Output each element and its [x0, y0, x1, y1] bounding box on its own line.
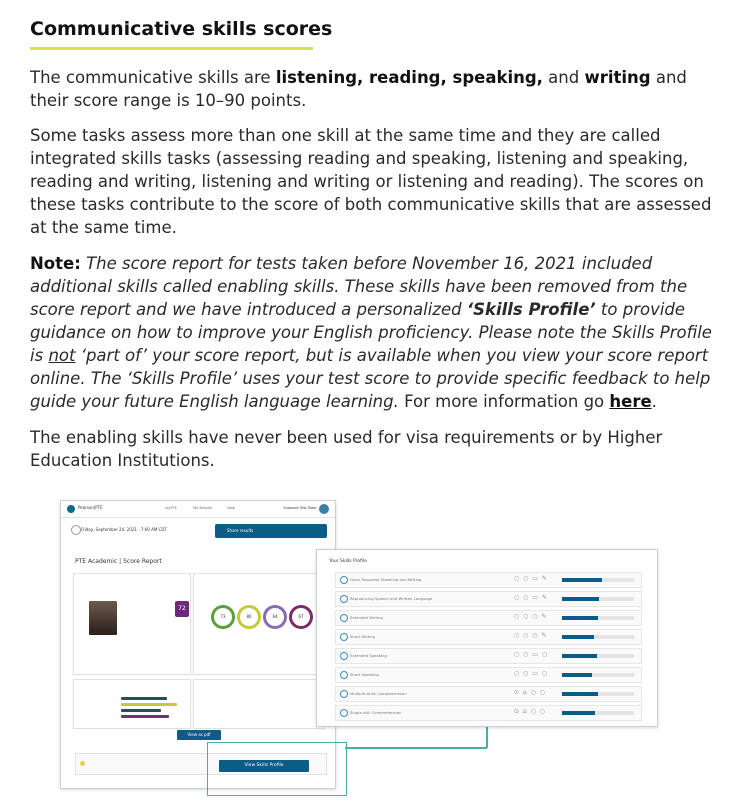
breakdown-bar [121, 697, 167, 700]
share-results-button[interactable]: Share results [215, 524, 327, 538]
skill-label: Open Response Speaking and Writing [350, 577, 422, 582]
skill-label: Extended Writing [350, 615, 383, 620]
skill-type-icons: ○ ○ ▭ ✎ [514, 575, 548, 582]
skill-label: Extended Speaking [350, 653, 387, 658]
skill-row[interactable] [335, 610, 642, 626]
view-as-pdf-button[interactable]: View as pdf [177, 730, 221, 740]
listening-score-ring: 73 [211, 605, 235, 629]
skill-bar-fill [562, 578, 602, 582]
skill-row[interactable] [335, 667, 642, 683]
skill-expand-icon[interactable] [340, 595, 348, 603]
skill-row[interactable] [335, 629, 642, 645]
nav-item[interactable]: My Activity [193, 506, 213, 510]
breakdown-bar [121, 709, 161, 712]
callout-highlight-box [207, 742, 347, 796]
paragraph-note [30, 252, 720, 413]
skill-expand-icon[interactable] [340, 576, 348, 584]
reading-score-ring: 80 [237, 605, 261, 629]
paragraph-communicative-skills [30, 66, 720, 112]
skill-expand-icon[interactable] [340, 690, 348, 698]
overall-score-badge: 72 [175, 601, 189, 617]
paragraph-integrated-skills: Some tasks assess more than one skill at the same time and they are called integrated skills tasks (assessing reading and speaking, listening and speaking, reading and writing, listening and writing or listening and reading). The scores on these tasks contribute to the score of both communicative skills that are assessed at the same time. [30, 126, 712, 237]
skill-label: Multiple-skills Comprehension [350, 691, 407, 696]
breakdown-bar [121, 715, 169, 718]
skill-expand-icon[interactable] [340, 652, 348, 660]
skill-type-icons: ○ ○ ▭ ○ [514, 670, 549, 677]
skill-bar-fill [562, 711, 595, 715]
note-not-underlined: not [48, 346, 76, 365]
skill-bar-fill [562, 673, 592, 677]
skill-row[interactable] [335, 705, 642, 721]
skill-row[interactable] [335, 572, 642, 588]
skill-label: Short Writing [350, 634, 375, 639]
logo-text: Pearson|PTE [78, 505, 103, 510]
info-icon [80, 761, 85, 766]
test-taker-photo [89, 601, 117, 635]
note-label: Note: [30, 254, 81, 273]
skill-type-icons: ⊙ ⌂ ○ ○ [514, 708, 547, 715]
skill-type-icons: ○ ○ ○ ✎ [514, 632, 548, 639]
skill-expand-icon[interactable] [340, 633, 348, 641]
writing-score-ring: 67 [289, 605, 313, 629]
view-skills-profile-button[interactable]: View Skills Profile [219, 760, 309, 772]
p1-bold-skills: listening, reading, speaking, [275, 68, 543, 87]
note-italic-3: ‘part of’ your score report, but is available when you view your score report online. The ‘Skills Profile’ uses your test score to provide specific feedback to help guide your future English language learning. [30, 346, 711, 411]
skill-bar-fill [562, 635, 594, 639]
note-italic-2: to provide guidance on how to improve your English proficiency. Please note the Skills Profile is [30, 300, 712, 365]
skill-bar-fill [562, 597, 599, 601]
skill-label: Single-skill Comprehension [350, 710, 402, 715]
report-title: PTE Academic | Score Report [75, 558, 162, 565]
p1-text-1: The communicative skills are [30, 68, 276, 87]
skill-label: Short Speaking [350, 672, 379, 677]
p1-text-2: and [542, 68, 585, 87]
heading-underline [30, 47, 313, 50]
skill-bar-fill [562, 654, 597, 658]
skill-bar-fill [562, 692, 598, 696]
skill-type-icons: ○ ○ ▭ ✎ [514, 594, 548, 601]
nav-item[interactable]: myPTE [165, 506, 177, 510]
speaking-score-ring: 64 [263, 605, 287, 629]
skill-row[interactable] [335, 648, 642, 664]
breakdown-bar [121, 703, 177, 706]
skill-row[interactable] [335, 686, 642, 702]
callout-connector-line [345, 747, 487, 749]
p1-bold-writing: writing [584, 68, 651, 87]
test-date: Friday, September 24, 2021 - 7:00 AM CDT [81, 527, 167, 532]
p1-text-3: and their score range is 10–90 points. [30, 68, 687, 110]
user-avatar[interactable] [319, 504, 329, 514]
skills-profile-title: Your Skills Profile [329, 559, 368, 564]
note-text-5: . [651, 392, 657, 411]
skill-type-icons: ⊙ ⌂ ○ ○ [514, 689, 547, 696]
note-italic-1: The score report for tests taken before November 16, 2021 included additional skills called enabling skills. These skills have been removed from the score report and we have introduced a personalized [30, 254, 688, 319]
nav-item[interactable]: Help [227, 506, 235, 510]
skill-expand-icon[interactable] [340, 709, 348, 717]
calendar-icon [71, 525, 81, 535]
skill-bar-fill [562, 616, 598, 620]
paragraph-enabling-skills: The enabling skills have never been used for visa requirements or by Higher Education Institutions. [30, 428, 663, 470]
candidate-info-panel [193, 679, 325, 729]
user-name: Example Test Taker [283, 506, 317, 510]
skill-expand-icon[interactable] [340, 614, 348, 622]
pearson-logo-icon [67, 505, 75, 513]
section-heading: Communicative skills scores [30, 18, 333, 40]
note-text-4: For more information go [398, 392, 610, 411]
skill-expand-icon[interactable] [340, 671, 348, 679]
report-topbar [61, 501, 335, 518]
skills-profile-screenshot [316, 549, 658, 727]
skills-profile-bold: ‘Skills Profile’ [466, 300, 596, 319]
skill-type-icons: ○ ○ ▭ ○ [514, 651, 549, 658]
here-link[interactable]: here [609, 392, 652, 411]
skill-row[interactable] [335, 591, 642, 607]
skill-type-icons: ○ ○ ○ ✎ [514, 613, 548, 620]
skill-label: Reproducing Spoken and Written Language [350, 596, 433, 601]
